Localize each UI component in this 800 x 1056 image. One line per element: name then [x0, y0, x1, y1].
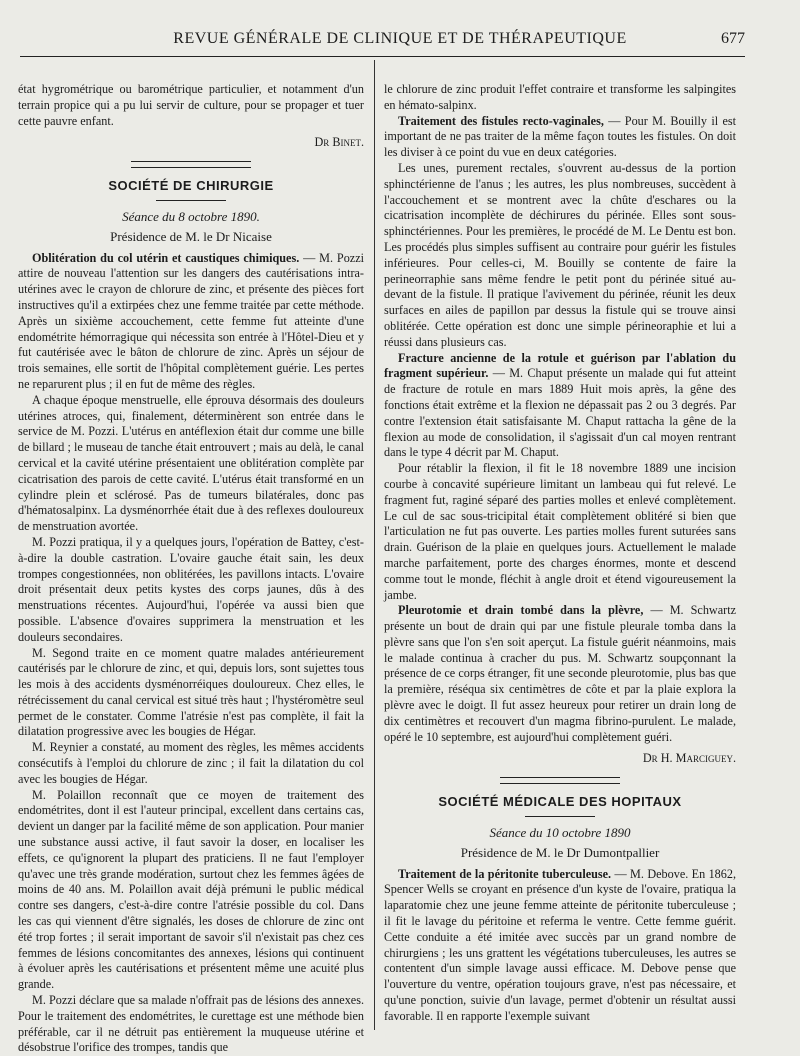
paragraph-oblitération: Oblitération du col utérin et caustiques chimiques. — M. Pozzi attire de nouveau l'attention sur les dangers des cautérisations intra-utérines avec le crayon de chlorure de zinc, et présente des pièces fort instructives qu'il a extirpées chez une femme traitée par cette méthode. Après un sixième accouchement, cette femme fut atteinte d'une endométrite hémorragique qui nécessita son entrée à l'Hôtel-Dieu et y fut cautérisée avec le bâton de chlorure de zinc. Après un séjour de trois semaines, elle sortit de l'hôpital complètement guérie. Les pertes ne reparurent plus ; il en fut de même des règles.	[18, 250, 364, 391]
presidence: Présidence de M. le Dr Dumontpallier	[460, 844, 660, 860]
paragraph-heading: Fracture ancienne de la rotule et guérison par l'ablation du fragment supérieur.	[384, 350, 736, 381]
journal-title: REVUE GÉNÉRALE DE CLINIQUE ET DE THÉRAPEUTIQUE	[173, 30, 627, 47]
paragraph: Les unes, purement rectales, s'ouvrent au-dessus de la portion sphinctérienne de l'anus ; les autres, les plus nombreuses, succèdent à l'accouchement et se montrent avec la chûte d'eschares ou la cicatrisation incomplète de déchirures du périnée. Elles sont sous-sphinctériennes. Pour les premières, le procédé de M. Le Dentu est bon. Les procédés plus simples suffisent au contraire pour guérir les fistules inférieures. Pour celles-ci, M. Bouilly se contente de faire la perineorraphie sans même fendre le petit pont du périnée situé au-devant de la fistule. Il pratique l'avivement du périnée, réunit les deux surfaces en ailes de papillon par dessus la fistule qui se trouve ainsi oblitérée. Cette opération est donc une simple périneoraphie et lui a réussi dans plusieurs cas.	[384, 160, 736, 349]
header-rule	[20, 56, 745, 57]
presidence: Présidence de M. le Dr Nicaise	[110, 228, 272, 244]
paragraph: M. Segond traite en ce moment quatre malades antérieurement cautérisés par le chlorure de zinc, et qui, depuis lors, sont sujettes tous les mois à des accidents dysménorréiques douloureux. Chez elles, le rétrécissement du canal cervical est situé très haut ; l'hystéromètre seul permet de le constater. Comme l'atrésie n'est pas complète, il fait la dilatation progressive avec les bougies de Hégar.	[18, 645, 364, 739]
paragraph: A chaque époque menstruelle, elle éprouva désormais des douleurs utérines atroces, qui, finalement, déterminèrent son entrée dans le service de M. Pozzi. L'utérus en antéflexion était dur comme une bille de billard ; le museau de tanche était entrouvert ; mais au delà, le canal cervical et la cavité utérine présentaient une oblitération complète par cicatrisation des parois de cette cavité. L'utérus était transformé en un cylindre plein et sclérosé. Pas de tumeurs bilatérales, donc pas d'hématosalpinx. La dysménorrhée était due à des reflexes douloureux de menstruation avortée.	[18, 392, 364, 534]
paragraph-fistules: Traitement des fistules recto-vaginales, — Pour M. Bouilly il est important de ne pas traiter de la même façon toutes les fistules. On doit les diviser à ce point du vue en deux catégories.	[384, 113, 736, 160]
paragraph: M. Pozzi pratiqua, il y a quelques jours, l'opération de Battey, c'est-à-dire la double castration. L'ovaire gauche était sain, les deux trompes congestionnées, non oblitérées, les pavillons intacts. L'ovaire droit présentait deux petits kystes des corps jaunes, dûs à des menstruations récentes. Aujourd'hui, l'opérée va aussi bien que possible. L'absence d'ovaires supprimera la menstruation et les douleurs secondaires.	[18, 534, 364, 644]
section-title-chirurgie: SOCIÉTÉ DE CHIRURGIE	[108, 178, 274, 194]
paragraph-heading: Oblitération du col utérin et caustiques chimiques.	[32, 250, 300, 265]
column-divider	[374, 60, 375, 1030]
paragraph-heading: Traitement de la péritonite tuberculeuse.	[398, 866, 612, 881]
signature-binet: Dr Binet.	[314, 135, 364, 150]
paragraph-péritonite: Traitement de la péritonite tuberculeuse. — M. Debove. En 1862, Spencer Wells se croyant en présence d'un kyste de l'ovaire, pratiqua la laparatomie chez une jeune femme atteinte de péritonite tuberculeuse ; il fit le lavage du péritoine et referma le ventre. Cette femme guérit. Cette conduite a été imitée avec succès par un grand nombre de chirurgiens ; les uns grattent les végétations tuberculeuses, les autres se contentent d'un simple lavage aussi efficace. M. Debove pense que l'ouverture du ventre, opération toujours grave, n'est pas nécessaire, et qu'une ponction, suivie d'un lavage, permet d'obtenir un résultat aussi favorable. Il en rapporte l'exemple suivant	[384, 866, 736, 1023]
section-separator	[500, 777, 620, 784]
title-underline	[525, 816, 595, 817]
section-separator	[131, 161, 251, 168]
title-underline	[156, 200, 226, 201]
section-title-hopitaux: SOCIÉTÉ MÉDICALE DES HOPITAUX	[438, 794, 682, 810]
paragraph: M. Pozzi déclare que sa malade n'offrait pas de lésions des annexes. Pour le traitement des endométrites, le curettage est une méthode bien préférable, car il ne détruit pas entièrement la muqueuse utérine et désobstrue l'orifice des trompes, tandis que	[18, 993, 364, 1055]
signature-marciguey: Dr H. Marciguey.	[642, 751, 736, 766]
intro-paragraph: état hygrométrique ou barométrique particulier, et notamment d'un terrain propice qui a pu lui servir de culture, pour se propager et tuer cette pauvre enfant.	[18, 82, 364, 128]
paragraph-pleurotomie: Pleurotomie et drain tombé dans la plèvre, — M. Schwartz présente un bout de drain qui par une fistule pleurale tomba dans la plèvre sans que l'on s'en soit aperçut. La fistule guérit néanmoins, mais le malade continua à cracher du pus. M. Schwartz soupçonnant la présence de ce corps étranger, fit une seconde pleurotomie, plus bas que la première, réséqua six centimètres de côte et par la plaie explora la plèvre avec le doigt. Il fut assez heureux pour retirer un drain long de dix centimètres et recouvert d'un magma fibrino-purulent. Le malade, opéré le 10 septembre, est aujourd'hui complètement guéri.	[384, 603, 737, 744]
page-number: 677	[721, 30, 745, 47]
paragraph: M. Polaillon reconnaît que ce moyen de traitement des endométrites, dont il est l'auteur principal, excellent dans certains cas, devient un danger par la facilité même de son application. Pour manier une substance aussi active, il faut savoir la doser, en localiser les effets, ce qu'ignorent la plupart des praticiens. Il ne faut l'employer qu'avec une très grande modération, surtout chez les femmes âgées de moins de 40 ans. M. Polaillon avait déjà prémuni le public médical contre ses dangers, c'est-à-dire contre l'atrésie possible du col. Dans les cas qui viennent d'être signalés, les doses de chlorure de zinc ont été trop fortes ; il serait important de savoir s'il n'existait pas chez ces femmes de lésions concomitantes des annexes, lésions qui continuent à évoluer après les cautérisations et présentent même une acuité plus grande.	[18, 787, 364, 992]
paragraph-heading: Traitement des fistules recto-vaginales,	[398, 113, 604, 128]
paragraph: le chlorure de zinc produit l'effet contraire et transforme les salpingites en hémato-salpinx.	[384, 82, 736, 112]
right-column	[384, 82, 736, 1025]
paragraph: Pour rétablir la flexion, il fit le 18 novembre 1889 une incision courbe à concavité supérieure limitant un lambeau qui fut relevé. Le fragment fut, raginé séparé des parties molles et enlevé complètement. Le cul de sac sous-tricipital était complètement oblitéré si bien que l'articulation ne fut pas ouverte. Les parties molles furent suturées sans drain. Guérison de la plaie en quelques jours. Actuellement le malade marche parfaitement, porte des charges énormes, monte et descend comme tout le monde, fléchit à angle droit et étend vigoureusement la jambe.	[384, 461, 736, 602]
paragraph: M. Reynier a constaté, au moment des règles, les mêmes accidents consécutifs à l'emploi du chlorure de zinc ; il fait la dilatation du col avec les bougies de Hégar.	[18, 740, 364, 786]
running-header	[0, 30, 800, 54]
left-column	[18, 82, 364, 1056]
session-date: Séance du 10 octobre 1890	[489, 825, 631, 841]
paragraph-heading: Pleurotomie et drain tombé dans la plèvre,	[398, 603, 644, 618]
paragraph-rotule: Fracture ancienne de la rotule et guérison par l'ablation du fragment supérieur. — M. Chaput présente un malade qui fut atteint de fracture de rotule en mars 1889 Huit mois après, la gêne des fonctions était extrême et la flexion ne dépassait pas 2 ou 3 degrés. Par contre l'extension était satisfaisante M. Chaput rattacha la gêne de la flexion au mode de consolidation, il s'agissait d'un cal moyen rentrant dans le type 4 décrit par M. Chaput.	[384, 350, 736, 460]
session-date: Séance du 8 octobre 1890.	[122, 208, 260, 224]
